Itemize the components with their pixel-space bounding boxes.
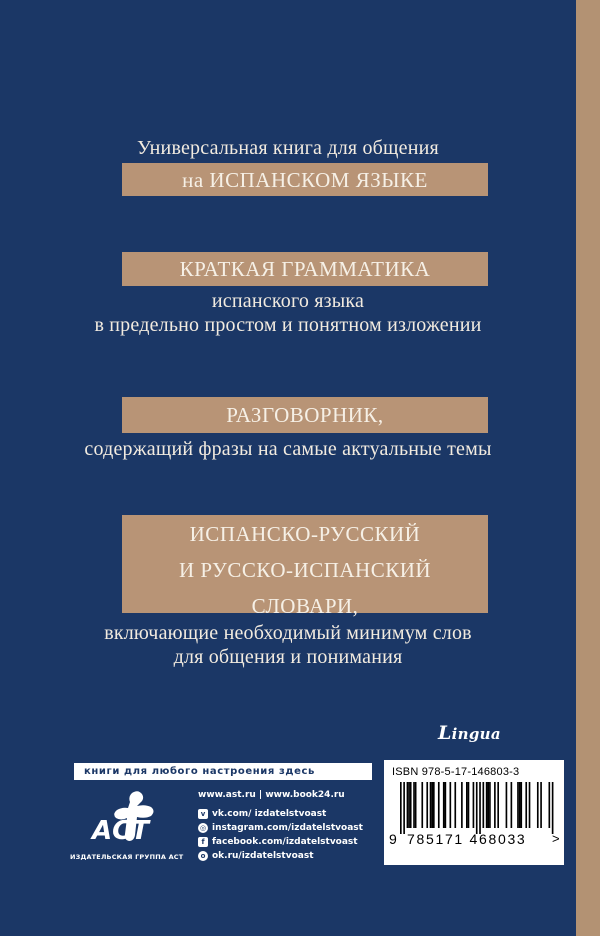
lingua-logo [438, 722, 501, 744]
barcode-bar [410, 782, 412, 828]
publisher-caption: ИЗДАТЕЛЬСКАЯ ГРУППА АСТ [70, 853, 184, 861]
ean-first-digit: 9 [389, 831, 397, 847]
barcode-bar [552, 782, 554, 834]
social-link-facebook[interactable]: facebook.com/izdatelstvoast [212, 837, 358, 847]
barcode-bar [483, 782, 485, 828]
barcode-bar [461, 782, 463, 828]
barcode-bar [431, 782, 433, 828]
lingua-logo-initial: L [438, 722, 452, 744]
isbn-label: ISBN 978-5-17-146803-3 [392, 766, 520, 778]
barcode-bar [466, 782, 468, 828]
barcode-bar [407, 782, 409, 828]
barcode-bar [473, 782, 475, 828]
barcode-bar [537, 782, 539, 828]
social-link-ok[interactable]: ok.ru/izdatelstvoast [212, 851, 314, 861]
grammar-line-1: испанского языка [211, 290, 365, 312]
barcode-bar [549, 782, 551, 828]
slogan-bar: книги для любого настроения здесь [74, 763, 372, 780]
contacts-block [198, 790, 363, 863]
barcode-bar [479, 782, 481, 834]
social-row-ok[interactable] [198, 849, 363, 863]
ast-logo-text: АСТ [92, 816, 149, 845]
facebook-icon: f [198, 837, 208, 847]
barcode-bar [487, 782, 489, 828]
barcode-bar [511, 782, 513, 828]
phrasebook-line: содержащий фразы на самые актуальные темы [84, 438, 492, 460]
barcode-bar [486, 782, 488, 828]
ean-digits: 785171 468033 [407, 831, 527, 847]
social-row-instagram[interactable] [198, 821, 363, 835]
barcode-bar [494, 782, 496, 828]
dictionary-line-1: включающие необходимый минимум слов [104, 622, 472, 644]
social-link-instagram[interactable]: instagram.com/izdatelstvoast [212, 823, 363, 833]
vk-icon: v [198, 809, 208, 819]
dictionary-title-3: СЛОВАРИ, [251, 594, 359, 618]
barcode-bar [430, 782, 432, 828]
barcode-bar [468, 782, 470, 828]
barcode-bar [519, 782, 521, 828]
barcode-bar [408, 782, 410, 828]
barcode-bar [506, 782, 508, 828]
band-text-dictionary [122, 516, 488, 624]
barcode-bar [540, 782, 542, 828]
barcode-bar [426, 782, 428, 828]
band-text-phrasebook: РАЗГОВОРНИК, [226, 403, 384, 427]
barcode-bar [450, 782, 452, 828]
barcode-bar [413, 782, 415, 828]
spine-strip [576, 0, 600, 936]
social-row-vk[interactable] [198, 807, 363, 821]
barcode-bar [525, 782, 527, 828]
intro-line: Универсальная книга для общения [137, 137, 439, 159]
lingua-logo-text: ingua [451, 725, 501, 743]
grammar-line-2: в предельно простом и понятном изложении [94, 314, 482, 336]
barcode-bar [438, 782, 440, 828]
barcode-bar [476, 782, 478, 834]
barcode-bar [400, 782, 402, 834]
barcode-bar [433, 782, 435, 828]
barcode-bar [443, 782, 445, 828]
barcode-bar [445, 782, 447, 828]
barcode-bar [529, 782, 531, 828]
social-link-vk[interactable]: vk.com/ izdatelstvoast [212, 809, 327, 819]
barcode-bar [497, 782, 499, 828]
barcode-bar [520, 782, 522, 828]
barcode-bar [454, 782, 456, 828]
ok-icon: o [198, 851, 208, 861]
dictionary-title-2: И РУССКО-ИСПАНСКИЙ [178, 558, 432, 582]
ean-quiet-zone-arrow: > [552, 831, 560, 846]
band-text-grammar: КРАТКАЯ ГРАММАТИКА [179, 257, 431, 281]
barcode-bar [403, 782, 405, 834]
instagram-icon: ◎ [199, 824, 207, 832]
website-links[interactable]: www.ast.ru | www.book24.ru [198, 790, 345, 800]
barcode-bar [421, 782, 423, 828]
barcode [394, 782, 554, 834]
band-text-spanish: на ИСПАНСКОМ ЯЗЫКЕ [182, 168, 428, 192]
barcode-bar [517, 782, 519, 828]
dictionary-title-1: ИСПАНСКО-РУССКИЙ [189, 522, 421, 546]
dictionary-line-2: для общения и понимания [173, 646, 403, 668]
ast-logo [86, 789, 162, 845]
barcode-bar [415, 782, 417, 828]
social-row-facebook[interactable] [198, 835, 363, 849]
barcode-bar [489, 782, 491, 828]
isbn-barcode-box [384, 760, 564, 865]
